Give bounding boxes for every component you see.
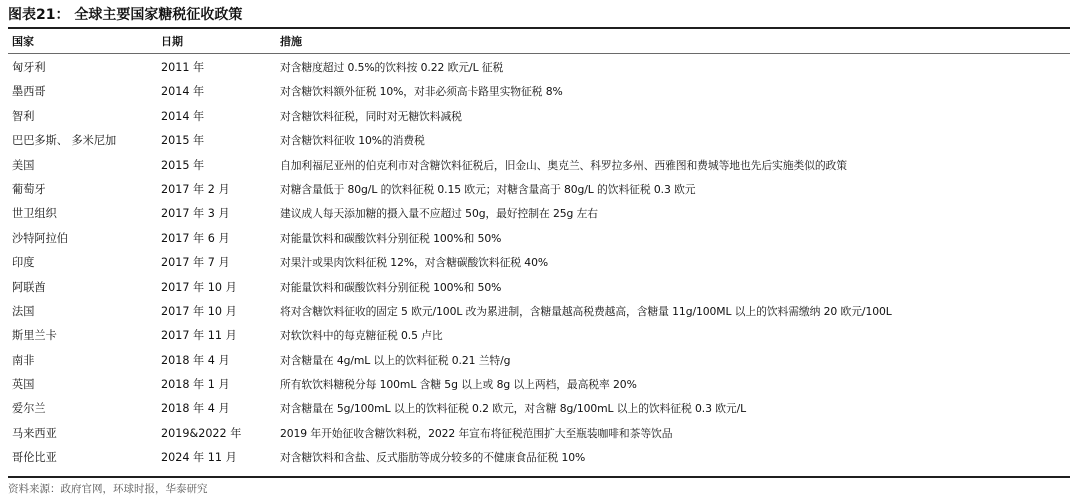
table-row <box>8 80 1070 104</box>
country-cell: 巴巴多斯、 多米尼加 <box>12 134 117 148</box>
table-row <box>8 422 1070 446</box>
country-cell: 美国 <box>12 158 35 172</box>
header-measure: 措施 <box>280 35 302 48</box>
country-cell: 英国 <box>12 378 35 392</box>
date-cell: 2017 年 6 月 <box>161 231 230 245</box>
country-cell: 世卫组织 <box>12 207 57 221</box>
header-country: 国家 <box>12 35 34 48</box>
table-row <box>8 276 1070 300</box>
country-cell: 阿联酋 <box>12 280 46 294</box>
measure-cell: 对能量饮料和碳酸饮料分别征税 100%和 50% <box>280 280 502 294</box>
table-row <box>8 251 1070 275</box>
top-rule <box>8 27 1070 29</box>
country-cell: 法国 <box>12 304 35 318</box>
bottom-rule <box>8 476 1070 478</box>
table-row <box>8 202 1070 226</box>
measure-cell: 2019 年开始征收含糖饮料税，2022 年宣布将征税范围扩大至瓶装咖啡和茶等饮品 <box>280 426 673 440</box>
country-cell: 马来西亚 <box>12 426 57 440</box>
table-header <box>8 31 1070 53</box>
table-row <box>8 349 1070 373</box>
date-cell: 2014 年 <box>161 109 205 123</box>
measure-cell: 对果汁或果肉饮料征税 12%，对含糖碳酸饮料征税 40% <box>280 256 548 270</box>
measure-cell: 对含糖饮料和含盐、反式脂肪等成分较多的不健康食品征税 10% <box>280 451 586 465</box>
table-row <box>8 446 1070 470</box>
country-cell: 南非 <box>12 353 35 367</box>
measure-cell: 对含糖饮料征收 10%的消费税 <box>280 134 425 148</box>
date-cell: 2017 年 7 月 <box>161 256 230 270</box>
measure-cell: 对含糖饮料额外征税 10%，对非必须高卡路里实物征税 8% <box>280 85 563 99</box>
country-cell: 哥伦比亚 <box>12 451 57 465</box>
date-cell: 2014 年 <box>161 85 205 99</box>
measure-cell: 对糖含量低于 80g/L 的饮料征税 0.15 欧元；对糖含量高于 80g/L 的饮料征税 0.3 欧元 <box>280 182 696 196</box>
header-date: 日期 <box>161 35 183 48</box>
measure-cell: 对含糖量在 5g/100mL 以上的饮料征税 0.2 欧元，对含糖 8g/100mL 以上的饮料征税 0.3 欧元/L <box>280 402 747 416</box>
table-row <box>8 154 1070 178</box>
country-cell: 墨西哥 <box>12 85 46 99</box>
table-row <box>8 129 1070 153</box>
date-cell: 2015 年 <box>161 158 205 172</box>
header-rule <box>8 53 1070 54</box>
country-cell: 印度 <box>12 256 35 270</box>
date-cell: 2018 年 4 月 <box>161 402 230 416</box>
table-row <box>8 105 1070 129</box>
table-row <box>8 227 1070 251</box>
country-cell: 智利 <box>12 109 35 123</box>
table-row <box>8 373 1070 397</box>
date-cell: 2015 年 <box>161 134 205 148</box>
measure-cell: 将对含糖饮料征收的固定 5 欧元/100L 改为累进制，含糖量越高税费越高，含糖量 11g/100ML 以上的饮料需缴纳 20 欧元/100L <box>280 304 892 318</box>
date-cell: 2017 年 10 月 <box>161 280 237 294</box>
date-cell: 2018 年 1 月 <box>161 378 230 392</box>
table-row <box>8 300 1070 324</box>
table-row <box>8 56 1070 80</box>
table-row <box>8 397 1070 421</box>
date-cell: 2024 年 11 月 <box>161 451 237 465</box>
measure-cell: 所有软饮料糖税分每 100mL 含糖 5g 以上或 8g 以上两档，最高税率 20% <box>280 378 637 392</box>
measure-cell: 建议成人每天添加糖的摄入量不应超过 50g，最好控制在 25g 左右 <box>280 207 599 221</box>
date-cell: 2017 年 2 月 <box>161 182 230 196</box>
measure-cell: 对能量饮料和碳酸饮料分别征税 100%和 50% <box>280 231 502 245</box>
country-cell: 斯里兰卡 <box>12 329 57 343</box>
country-cell: 匈牙利 <box>12 61 46 74</box>
measure-cell: 对含糖度超过 0.5%的饮料按 0.22 欧元/L 征税 <box>280 61 504 74</box>
country-cell: 葡萄牙 <box>12 182 46 196</box>
measure-cell: 自加利福尼亚州的伯克利市对含糖饮料征税后，旧金山、奥克兰、科罗拉多州、西雅图和费城等地也先后实施类似的政策 <box>280 158 847 172</box>
date-cell: 2017 年 10 月 <box>161 304 237 318</box>
date-cell: 2017 年 3 月 <box>161 207 230 221</box>
table-row <box>8 178 1070 202</box>
measure-cell: 对软饮料中的每克糖征税 0.5 卢比 <box>280 329 443 343</box>
date-cell: 2011 年 <box>161 61 205 74</box>
source-note: 资料来源：政府官网，环球时报，华泰研究 <box>8 483 208 495</box>
table-body <box>8 56 1070 471</box>
date-cell: 2017 年 11 月 <box>161 329 237 343</box>
country-cell: 爱尔兰 <box>12 402 46 416</box>
date-cell: 2019&2022 年 <box>161 426 242 440</box>
date-cell: 2018 年 4 月 <box>161 353 230 367</box>
country-cell: 沙特阿拉伯 <box>12 231 68 245</box>
table-row <box>8 324 1070 348</box>
figure-title: 图表21： 全球主要国家糖税征收政策 <box>8 7 243 23</box>
measure-cell: 对含糖饮料征税，同时对无糖饮料减税 <box>280 109 462 123</box>
measure-cell: 对含糖量在 4g/mL 以上的饮料征税 0.21 兰特/g <box>280 353 511 367</box>
